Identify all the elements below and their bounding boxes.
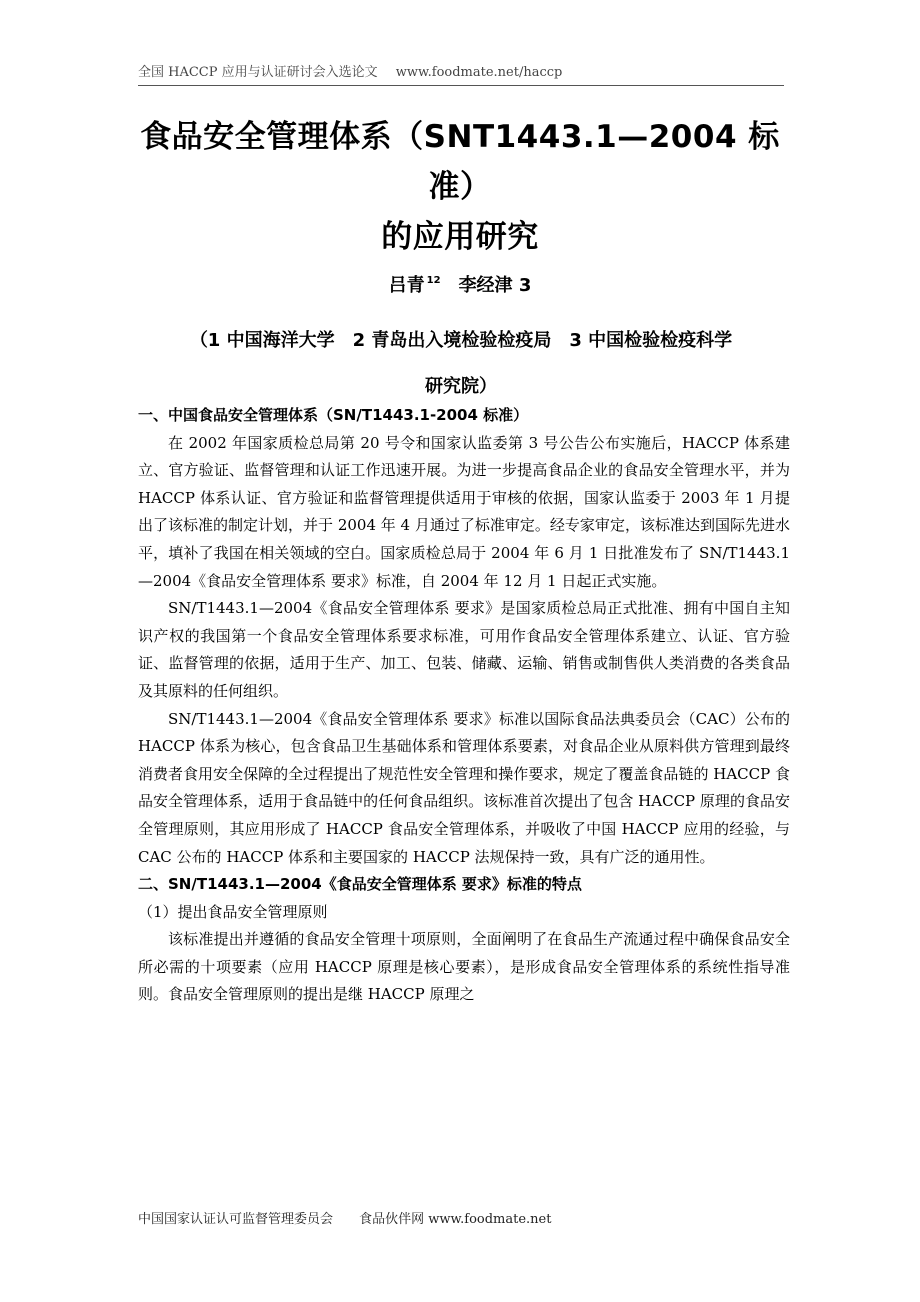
affiliation-line-2: 研究院） — [425, 376, 497, 397]
affiliations — [138, 318, 784, 410]
page-footer — [138, 1208, 784, 1227]
body-content — [138, 402, 790, 1009]
section-1-paragraph-2: SN/T1443.1—2004《食品安全管理体系 要求》是国家质检总局正式批准、拥有中国自主知识产权的我国第一个食品安全管理体系要求标准，可用作食品安全管理体系建立、认证、官方验证、监督管理的依据，适用于生产、加工、包装、储藏、运输、销售或制售供人类消费的各类食品及其原料的任何组织。 — [138, 599, 790, 700]
footer-organization: 中国国家认证认可监督管理委员会 — [138, 1212, 334, 1227]
author-1-affiliation-marks: 12 — [426, 275, 441, 286]
section-2-paragraph-1: 该标准提出并遵循的食品安全管理十项原则，全面阐明了在食品生产流通过程中确保食品安全所必需的十项要素（应用 HACCP 原理是核心要素），是形成食品安全管理体系的系统性指导准则。食品安全管理原则的提出是继 HACCP 原理之 — [138, 930, 790, 1004]
header-url[interactable]: www.foodmate.net/haccp — [395, 65, 563, 80]
header-conference: 全国 HACCP 应用与认证研讨会入选论文 — [138, 65, 378, 80]
author-line — [120, 266, 800, 301]
page-header — [138, 64, 784, 86]
title-line-1: 食品安全管理体系（SNT1443.1—2004 标准） — [140, 119, 780, 205]
section-1-paragraph-3: SN/T1443.1—2004《食品安全管理体系 要求》标准以国际食品法典委员会（CAC）公布的 HACCP 体系为核心，包含食品卫生基础体系和管理体系要素，对食品企业从原料供方管理到最终消费者食用安全保障的全过程提出了规范性安全管理和操作要求，规定了覆盖食品链的 HACCP 食品安全管理体系，适用于食品链中的任何食品组织。该标准首次提出了包含 HACCP 原理的食品安全管理原则，其应用形成了 HACCP 食品安全管理体系，并吸收了中国 HACCP 应用的经验，与 CAC 公布的 HACCP 体系和主要国家的 HACCP 法规保持一致，具有广泛的通用性。 — [138, 709, 790, 866]
section-2-subheading-1: （1）提出食品安全管理原则 — [138, 902, 328, 921]
author-1: 吕青 — [388, 275, 425, 296]
paper-title — [120, 112, 800, 262]
title-line-2: 的应用研究 — [381, 219, 539, 255]
footer-site[interactable]: 食品伙伴网 www.foodmate.net — [359, 1212, 552, 1227]
section-1-paragraph-1: 在 2002 年国家质检总局第 20 号令和国家认监委第 3 号公告公布实施后，HACCP 体系建立、官方验证、监督管理和认证工作迅速开展。为进一步提高食品企业的食品安全管理水平，并为 HACCP 体系认证、官方验证和监督管理提供适用于审核的依据，国家认监委于 2003 年 1 月提出了该标准的制定计划，并于 2004 年 4 月通过了标准审定。经专家审定，该标准达到国际先进水平，填补了我国在相关领域的空白。国家质检总局于 2004 年 6 月 1 日批准发布了 SN/T1443.1—2004《食品安全管理体系 要求》标准，自 2004 年 12 月 1 日起正式实施。 — [138, 433, 790, 590]
affiliation-line-1: （1 中国海洋大学 2 青岛出入境检验检疫局 3 中国检验检疫科学 — [189, 330, 733, 351]
author-2: 李经津 3 — [458, 275, 532, 296]
section-1-heading: 一、中国食品安全管理体系（SN/T1443.1-2004 标准） — [138, 406, 529, 424]
section-2-heading: 二、SN/T1443.1—2004《食品安全管理体系 要求》标准的特点 — [138, 875, 582, 894]
